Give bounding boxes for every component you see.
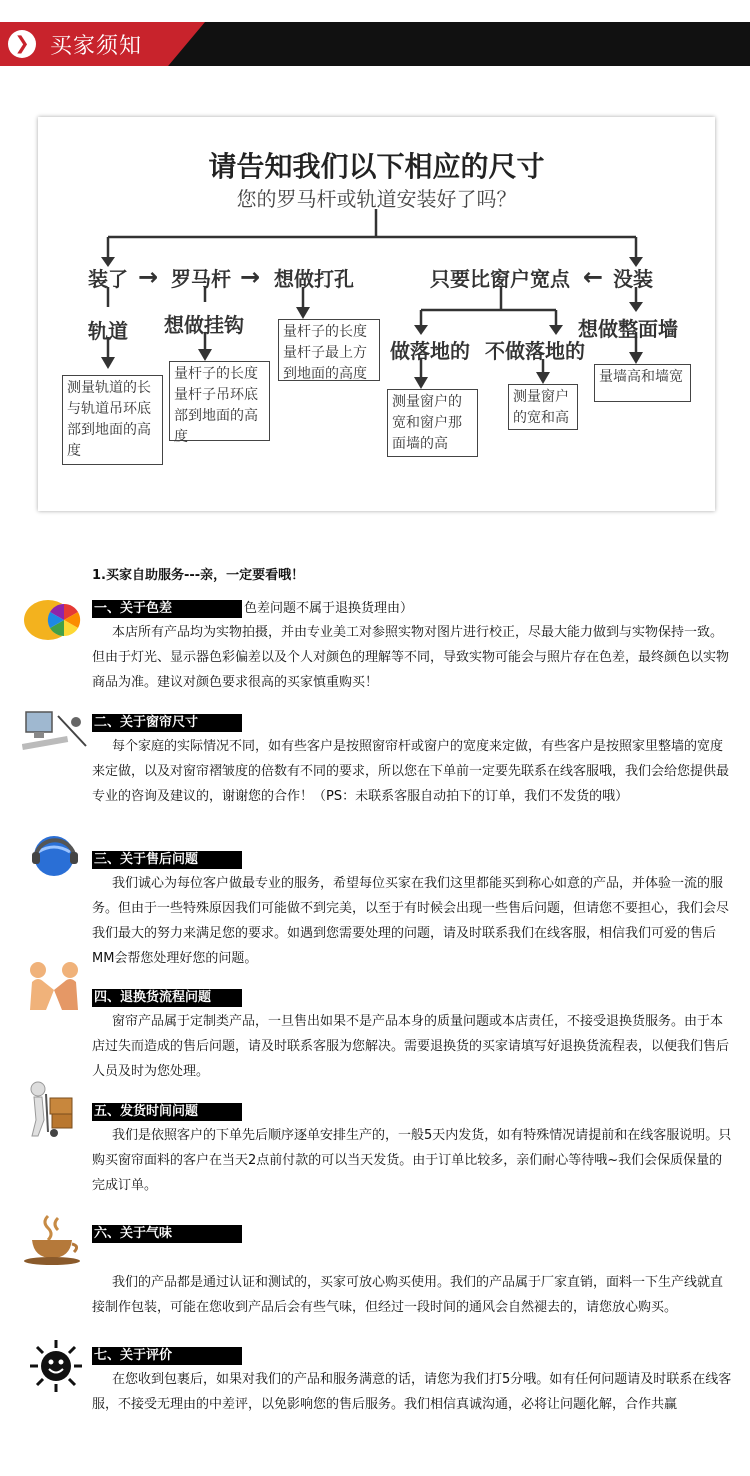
section-heading-returns: 四、退换货流程问题 — [92, 989, 242, 1007]
section-heading-reviews: 七、关于评价 — [92, 1347, 242, 1365]
delivery-cart-icon — [24, 1080, 84, 1138]
page-header — [0, 22, 750, 66]
page-title: 买家须知 — [50, 34, 143, 59]
intro-heading: 1.买家自助服务---亲，一定要看哦！ — [92, 568, 305, 583]
coffee-cup-icon — [22, 1214, 84, 1266]
section-heading-size: 二、关于窗帘尺寸 — [92, 714, 242, 732]
section-note-color: 色差问题不属于退换货理由） — [244, 601, 414, 616]
box-track-measure: 测量轨道的长与轨道吊环底部到地面的高度 — [62, 375, 163, 465]
measurement-diagram — [38, 117, 715, 511]
arrow-right-icon: → — [138, 263, 159, 291]
box-wall-measure: 量墙高和墙宽 — [594, 364, 691, 402]
label-not-floor: 不做落地的 — [485, 339, 585, 363]
box-floor-measure: 测量窗户的宽和窗户那面墙的高 — [387, 389, 478, 457]
computer-measure-icon — [22, 706, 88, 756]
diagram-subtitle: 您的罗马杆或轨道安装好了吗？ — [236, 187, 517, 211]
section-heading-shipping: 五、发货时间问题 — [92, 1103, 242, 1121]
label-wider: 只要比窗户宽点 — [430, 267, 570, 291]
diagram-title: 请告知我们以下相应的尺寸 — [208, 150, 545, 183]
section-body-color: 本店所有产品均为实物拍摄，并由专业美工对参照实物对图片进行校正，尽最大能力做到与实物保持一致。但由于灯光、显示器色彩偏差以及个人对颜色的理解等不同，导致实物可能会与照片存在色差，最终颜色以实物商品为准。建议对颜色要求很高的买家慎重购买！ — [92, 625, 730, 690]
label-track: 轨道 — [88, 319, 128, 343]
section-body-odor: 我们的产品都是通过认证和测试的，买家可放心购买使用。我们的产品属于厂家直销，面料一下生产线就直接制作包装，可能在您收到产品后会有些气味，但经过一段时间的通风会自然褪去的，请您放心购买。 — [92, 1275, 724, 1315]
section-heading-color: 一、关于色差 — [92, 600, 242, 618]
section-body-aftersales: 我们诚心为每位客户做最专业的服务，希望每位买家在我们这里都能买到称心如意的产品，并体验一流的服务。但由于一些特殊原因我们可能做不到完美，以至于有时候会出现一些售后问题，但请您不要担心，我们会尽我们最大的努力来满足您的要求。如遇到您需要处理的问题，请及时联系我们在线客服，相信我们可爱的售后MM会帮您处理好您的问题。 — [92, 876, 730, 966]
handshake-icon — [24, 960, 84, 1012]
section-body-shipping: 我们是依照客户的下单先后顺序逐单安排生产的，一般5天内发货，如有特殊情况请提前和在线客服说明。只购买窗帘面料的客户在当天2点前付款的可以当天发货。由于订单比较多，亲们耐心等待哦~我们会保质保量的完成订单。 — [92, 1128, 732, 1193]
label-hooks: 想做挂钩 — [164, 313, 244, 337]
label-roman-rod: 罗马杆 — [171, 267, 231, 291]
color-palette-icon — [22, 590, 86, 646]
box-not-floor-measure: 测量窗户的宽和高 — [508, 384, 578, 430]
label-full-wall: 想做整面墙 — [578, 317, 678, 341]
section-body-reviews: 在您收到包裹后，如果对我们的产品和服务满意的话，请您为我们打5分哦。如有任何问题请及时联系在线客服，不接受无理由的中差评，以免影响您的售后服务。我们相信真诚沟通，必将让问题化解，合作共赢 — [92, 1372, 732, 1412]
section-body-returns: 窗帘产品属于定制类产品，一旦售出如果不是产品本身的质量问题或本店责任，不接受退换货服务。由于本店过失而造成的售后问题，请及时联系客服为您解决。需要退换货的买家请填写好退换货流程表，以便我们售后人员及时为您处理。 — [92, 1014, 730, 1079]
arrow-left-icon: ← — [583, 263, 604, 291]
label-drill: 想做打孔 — [274, 267, 354, 291]
box-drill-measure: 量杆子的长度量杆子最上方到地面的高度 — [278, 319, 380, 381]
smiling-sun-icon — [28, 1338, 84, 1394]
section-body-size: 每个家庭的实际情况不同，如有些客户是按照窗帘杆或窗户的宽度来定做，有些客户是按照家里整墙的宽度来定做，以及对窗帘褶皱度的倍数有不同的要求，所以您在下单前一定要先联系在线客服哦，我们会给您提供最专业的咨询及建议的，谢谢您的合作！（PS：未联系客服自动拍下的订单，我们不发货的哦） — [92, 739, 730, 804]
chevron-right-icon: ❯ — [8, 30, 36, 58]
label-not-installed: 没装 — [613, 267, 653, 291]
box-hooks-measure: 量杆子的长度量杆子吊环底部到地面的高度 — [169, 361, 270, 441]
arrow-right-icon: → — [240, 263, 261, 291]
headset-globe-icon — [28, 828, 84, 884]
section-heading-aftersales: 三、关于售后问题 — [92, 851, 242, 869]
section-heading-odor: 六、关于气味 — [92, 1225, 242, 1243]
label-floor: 做落地的 — [390, 339, 470, 363]
label-installed: 装了 — [88, 267, 128, 291]
